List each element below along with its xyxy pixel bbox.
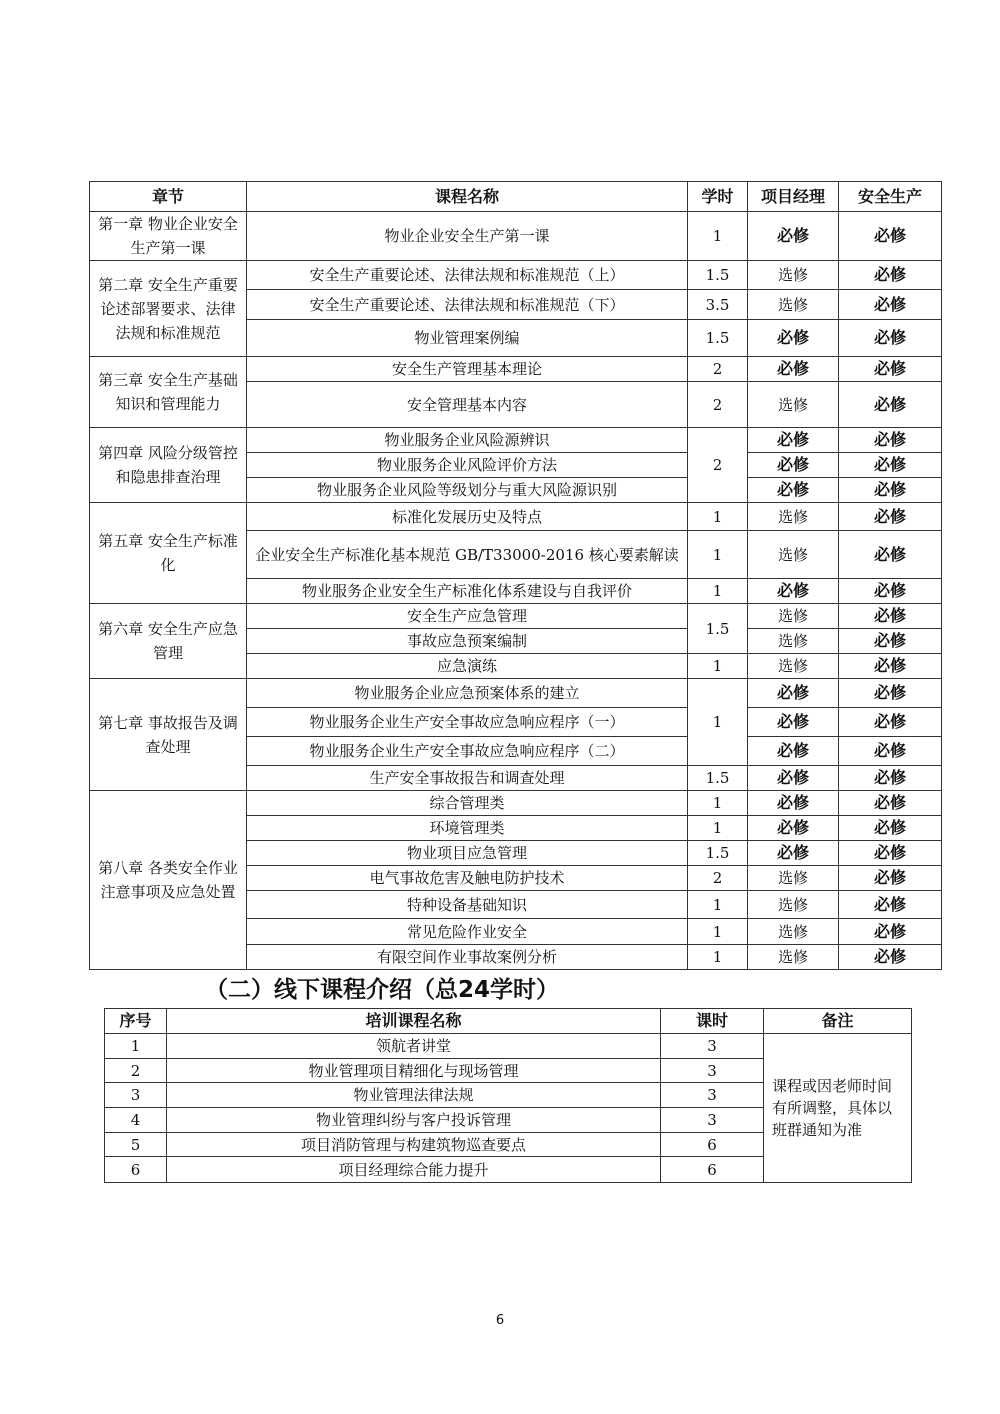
course-cell: 项目消防管理与构建筑物巡查要点 [167, 1133, 661, 1157]
safety-cell: 必修 [839, 478, 942, 503]
safety-cell: 必修 [839, 679, 942, 708]
pm-cell: 选修 [748, 919, 839, 945]
chapter-cell: 第五章 安全生产标准化 [90, 503, 247, 604]
hours-cell: 3 [661, 1059, 764, 1083]
safety-cell: 必修 [839, 866, 942, 891]
hours-cell: 3.5 [688, 290, 748, 320]
table-header-row [90, 182, 942, 212]
chapter-cell: 第八章 各类安全作业注意事项及应急处置 [90, 791, 247, 970]
course-cell: 特种设备基础知识 [247, 891, 688, 919]
safety-cell: 必修 [839, 891, 942, 919]
pm-cell: 必修 [748, 428, 839, 453]
hours-cell: 1.5 [688, 604, 748, 654]
pm-cell: 必修 [748, 766, 839, 791]
pm-cell: 必修 [748, 841, 839, 866]
course-cell: 物业服务企业风险评价方法 [247, 453, 688, 478]
safety-cell: 必修 [839, 382, 942, 428]
hours-cell: 1 [688, 531, 748, 579]
online-course-table [89, 181, 942, 970]
safety-cell: 必修 [839, 503, 942, 531]
hours-cell: 1.5 [688, 320, 748, 357]
table-row [90, 357, 942, 382]
course-cell: 安全生产管理基本理论 [247, 357, 688, 382]
safety-cell: 必修 [839, 919, 942, 945]
safety-cell: 必修 [839, 629, 942, 654]
col-header-no: 序号 [105, 1009, 167, 1034]
hours-cell: 1 [688, 212, 748, 261]
safety-cell: 必修 [839, 766, 942, 791]
course-cell: 物业管理纠纷与客户投诉管理 [167, 1108, 661, 1133]
pm-cell: 选修 [748, 261, 839, 290]
safety-cell: 必修 [839, 261, 942, 290]
course-cell: 物业服务企业风险等级划分与重大风险源识别 [247, 478, 688, 503]
course-cell: 事故应急预案编制 [247, 629, 688, 654]
pm-cell: 必修 [748, 453, 839, 478]
hours-cell: 2 [688, 428, 748, 503]
course-cell: 物业服务企业生产安全事故应急响应程序（一） [247, 708, 688, 737]
no-cell: 2 [105, 1059, 167, 1083]
course-cell: 生产安全事故报告和调查处理 [247, 766, 688, 791]
hours-cell: 1.5 [688, 841, 748, 866]
hours-cell: 1.5 [688, 766, 748, 791]
course-cell: 电气事故危害及触电防护技术 [247, 866, 688, 891]
pm-cell: 必修 [748, 212, 839, 261]
table-row [90, 791, 942, 816]
safety-cell: 必修 [839, 945, 942, 970]
hours-cell: 1 [688, 579, 748, 604]
col-header-hours: 课时 [661, 1009, 764, 1034]
safety-cell: 必修 [839, 428, 942, 453]
course-cell: 物业企业安全生产第一课 [247, 212, 688, 261]
safety-cell: 必修 [839, 212, 942, 261]
course-cell: 安全生产重要论述、法律法规和标准规范（下） [247, 290, 688, 320]
course-cell: 物业服务企业生产安全事故应急响应程序（二） [247, 737, 688, 766]
chapter-cell: 第三章 安全生产基础知识和管理能力 [90, 357, 247, 428]
no-cell: 5 [105, 1133, 167, 1157]
chapter-cell: 第六章 安全生产应急管理 [90, 604, 247, 679]
course-cell: 物业管理案例编 [247, 320, 688, 357]
course-cell: 项目经理综合能力提升 [167, 1157, 661, 1183]
pm-cell: 必修 [748, 357, 839, 382]
pm-cell: 选修 [748, 629, 839, 654]
safety-cell: 必修 [839, 791, 942, 816]
pm-cell: 选修 [748, 945, 839, 970]
hours-cell: 1 [688, 503, 748, 531]
course-cell: 综合管理类 [247, 791, 688, 816]
pm-cell: 必修 [748, 708, 839, 737]
hours-cell: 1 [688, 654, 748, 679]
pm-cell: 选修 [748, 604, 839, 629]
course-cell: 环境管理类 [247, 816, 688, 841]
course-cell: 物业服务企业应急预案体系的建立 [247, 679, 688, 708]
course-cell: 物业项目应急管理 [247, 841, 688, 866]
page-number: 6 [495, 1313, 505, 1328]
section-heading: （二）线下课程介绍（总24学时） [205, 977, 560, 1003]
course-cell: 物业服务企业安全生产标准化体系建设与自我评价 [247, 579, 688, 604]
pm-cell: 必修 [748, 579, 839, 604]
safety-cell: 必修 [839, 531, 942, 579]
safety-cell: 必修 [839, 737, 942, 766]
safety-cell: 必修 [839, 357, 942, 382]
chapter-cell: 第二章 安全生产重要论述部署要求、法律法规和标准规范 [90, 261, 247, 357]
table-row [90, 604, 942, 629]
safety-cell: 必修 [839, 579, 942, 604]
hours-cell: 1 [688, 679, 748, 766]
pm-cell: 选修 [748, 290, 839, 320]
safety-cell: 必修 [839, 320, 942, 357]
course-cell: 安全生产重要论述、法律法规和标准规范（上） [247, 261, 688, 290]
pm-cell: 必修 [748, 679, 839, 708]
chapter-cell: 第四章 风险分级管控和隐患排查治理 [90, 428, 247, 503]
pm-cell: 选修 [748, 503, 839, 531]
offline-course-table [104, 1008, 912, 1183]
safety-cell: 必修 [839, 290, 942, 320]
course-cell: 物业服务企业风险源辨识 [247, 428, 688, 453]
hours-cell: 3 [661, 1034, 764, 1059]
pm-cell: 必修 [748, 791, 839, 816]
course-cell: 企业安全生产标准化基本规范 GB/T33000-2016 核心要素解读 [247, 531, 688, 579]
safety-cell: 必修 [839, 453, 942, 478]
course-cell: 领航者讲堂 [167, 1034, 661, 1059]
hours-cell: 1 [688, 945, 748, 970]
pm-cell: 必修 [748, 320, 839, 357]
table-row [90, 503, 942, 531]
table-row [105, 1034, 912, 1059]
course-cell: 安全生产应急管理 [247, 604, 688, 629]
table-row [90, 261, 942, 290]
pm-cell: 选修 [748, 531, 839, 579]
pm-cell: 必修 [748, 816, 839, 841]
col-header-pm: 项目经理 [748, 182, 839, 212]
hours-cell: 6 [661, 1133, 764, 1157]
pm-cell: 选修 [748, 866, 839, 891]
col-header-course: 培训课程名称 [167, 1009, 661, 1034]
safety-cell: 必修 [839, 604, 942, 629]
course-cell: 有限空间作业事故案例分析 [247, 945, 688, 970]
course-cell: 物业管理项目精细化与现场管理 [167, 1059, 661, 1083]
hours-cell: 1 [688, 791, 748, 816]
no-cell: 6 [105, 1157, 167, 1183]
table-row [90, 428, 942, 453]
col-header-hours: 学时 [688, 182, 748, 212]
no-cell: 3 [105, 1083, 167, 1108]
pm-cell: 选修 [748, 382, 839, 428]
col-header-course: 课程名称 [247, 182, 688, 212]
hours-cell: 3 [661, 1108, 764, 1133]
course-cell: 安全管理基本内容 [247, 382, 688, 428]
hours-cell: 2 [688, 382, 748, 428]
course-cell: 标准化发展历史及特点 [247, 503, 688, 531]
safety-cell: 必修 [839, 708, 942, 737]
course-cell: 常见危险作业安全 [247, 919, 688, 945]
no-cell: 4 [105, 1108, 167, 1133]
course-cell: 应急演练 [247, 654, 688, 679]
hours-cell: 6 [661, 1157, 764, 1183]
hours-cell: 2 [688, 357, 748, 382]
safety-cell: 必修 [839, 841, 942, 866]
hours-cell: 1 [688, 919, 748, 945]
chapter-cell: 第一章 物业企业安全生产第一课 [90, 212, 247, 261]
pm-cell: 选修 [748, 891, 839, 919]
hours-cell: 1 [688, 816, 748, 841]
hours-cell: 1 [688, 891, 748, 919]
no-cell: 1 [105, 1034, 167, 1059]
col-header-safety: 安全生产 [839, 182, 942, 212]
safety-cell: 必修 [839, 654, 942, 679]
pm-cell: 必修 [748, 737, 839, 766]
chapter-cell: 第七章 事故报告及调查处理 [90, 679, 247, 791]
hours-cell: 2 [688, 866, 748, 891]
note-cell: 课程或因老师时间有所调整，具体以班群通知为准 [764, 1034, 912, 1183]
table-row [90, 679, 942, 708]
pm-cell: 选修 [748, 654, 839, 679]
col-header-chapter: 章节 [90, 182, 247, 212]
pm-cell: 必修 [748, 478, 839, 503]
table-header-row [105, 1009, 912, 1034]
course-cell: 物业管理法律法规 [167, 1083, 661, 1108]
hours-cell: 1.5 [688, 261, 748, 290]
hours-cell: 3 [661, 1083, 764, 1108]
table-row [90, 212, 942, 261]
safety-cell: 必修 [839, 816, 942, 841]
col-header-note: 备注 [764, 1009, 912, 1034]
